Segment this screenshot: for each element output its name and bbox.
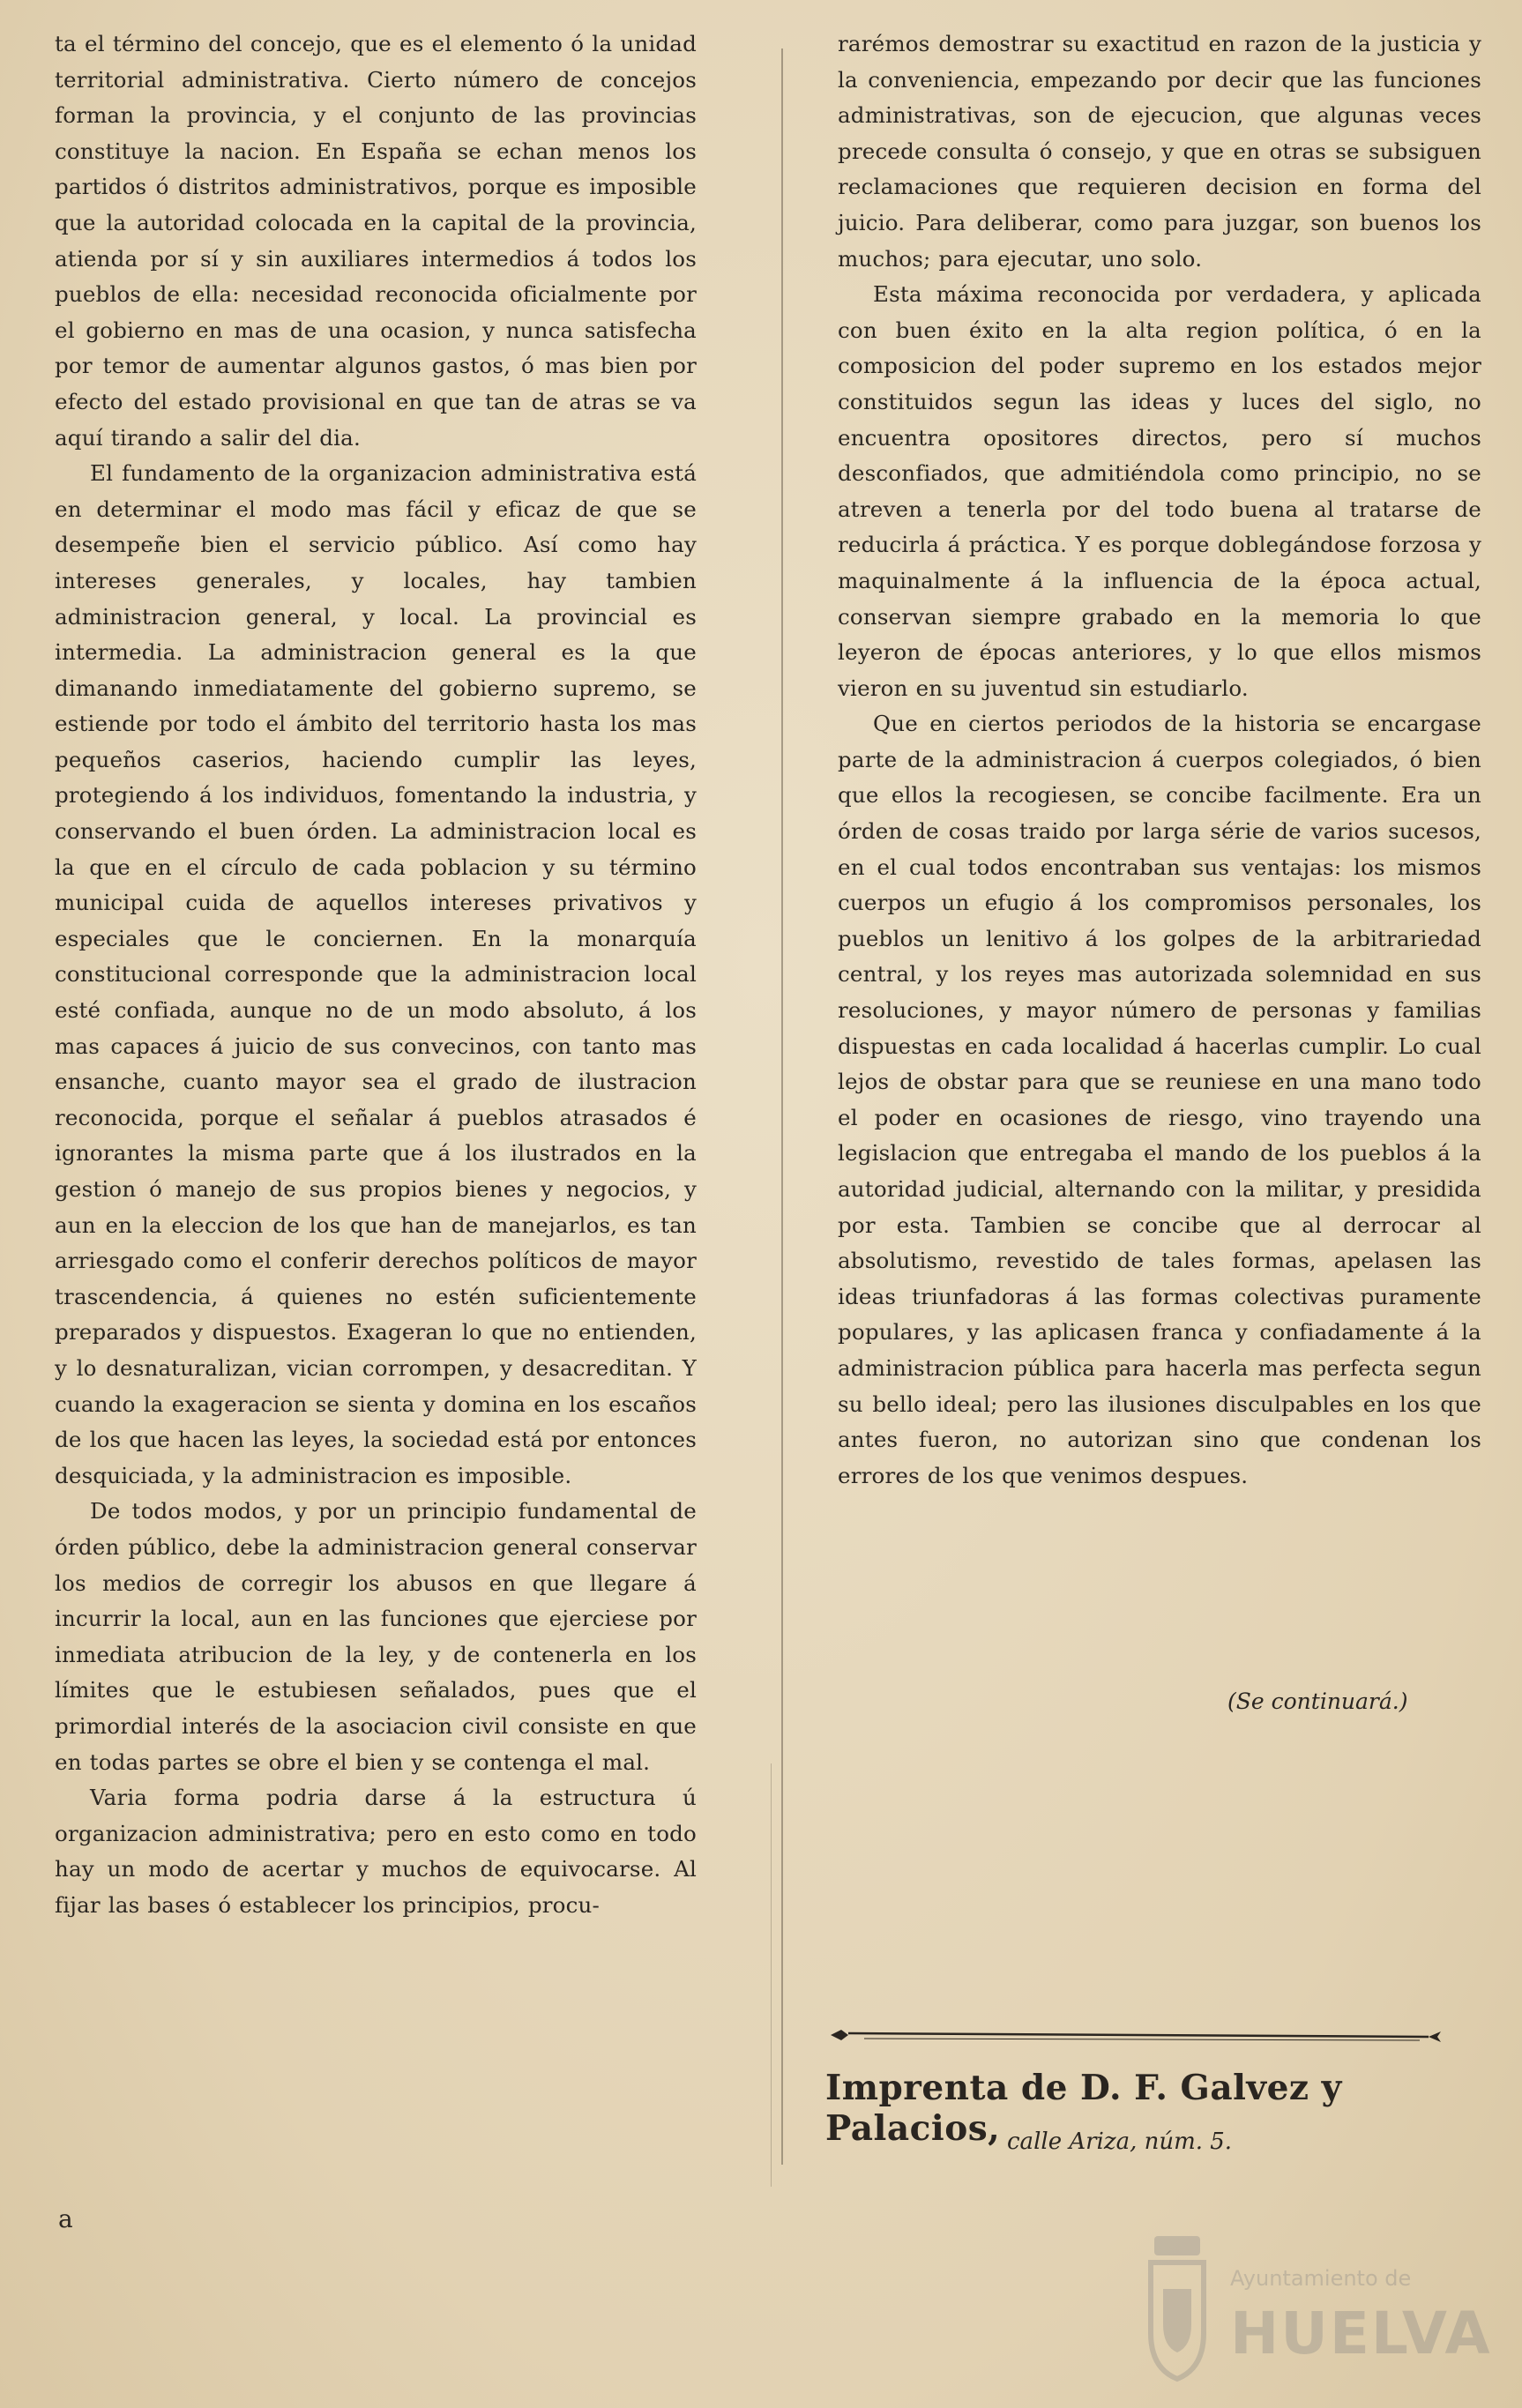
stray-mark: a <box>58 2204 73 2233</box>
watermark-line-1: Ayuntamiento de <box>1230 2266 1412 2291</box>
right-column <box>838 26 1481 1494</box>
to-be-continued-note: (Se continuará.) <box>1227 1689 1408 1714</box>
left-paragraph-2: El fundamento de la organizacion administrativa está en determinar el modo mas fácil y eficaz de que se desempeñe bien el servicio público. Así como hay intereses generales, y locales, hay tambien administracion general, y local. La provincial es intermedia. La administracion general es la que dimanando inmediatamente del gobierno supremo, se estiende por todo el ámbito del territorio hasta los mas pequeños caserios, haciendo cumplir las leyes, protegiendo á los individuos, fomentando la industria, y conservando el buen órden. La administracion local es la que en el círculo de cada poblacion y su término municipal cuida de aquellos intereses privativos y especiales que le conciernen. En la monarquía constitucional corresponde que la administracion local esté confiada, aunque no de un modo absoluto, á los mas capaces á juicio de sus convecinos, con tanto mas ensanche, cuanto mayor sea el grado de ilustracion reconocida, porque el señalar á pueblos atrasados é ignorantes la misma parte que á los ilustrados en la gestion ó manejo de sus propios bienes y negocios, y aun en la eleccion de los que han de manejarlos, es tan arriesgado como el conferir derechos políticos de mayor trascendencia, á quienes no estén suficientemente preparados y dispuestos. Exageran lo que no entienden, y lo desnaturalizan, vician corrompen, y desacreditan. Y cuando la exageracion se sienta y domina en los escaños de los que hacen las leyes, la sociedad está por entonces desquiciada, y la administracion es imposible. <box>55 460 697 1488</box>
watermark-line-2: HUELVA <box>1230 2300 1492 2367</box>
right-paragraph-2: Esta máxima reconocida por verdadera, y aplicada con buen éxito en la alta region política, ó en la composicion del poder supremo en los estados mejor constituidos segun las ideas y luces del siglo, no encuentra opositores directos, pero sí muchos desconfiados, que admitiéndola como principio, no se atreven a tenerla por del todo buena al tratarse de reducirla á práctica. Y es porque doblegándose forzosa y maquinalmente á la influencia de la época actual, conservan siempre grabado en la memoria lo que leyeron de épocas anteriores, y lo que ellos mismos vieron en su juventud sin estudiarlo. <box>838 281 1481 701</box>
left-paragraph-4: Varia forma podria darse á la estructura ú organizacion administrativa; pero en esto como en todo hay un modo de acertar y muchos de equivocarse. Al fijar las bases ó establecer los principios, procu- <box>55 1785 697 1918</box>
coat-of-arms-icon <box>1142 2227 1212 2386</box>
printer-address: calle Ariza, núm. 5. <box>1007 2128 1233 2155</box>
column-divider-lower <box>771 1763 772 2187</box>
left-paragraph-1: ta el término del concejo, que es el elemento ó la unidad territorial administrativa. Cierto número de concejos forman la provincia, y el conjunto de las provincias constituye la nacion. En España se echan menos los partidos ó distritos administrativos, porque es imposible que la autoridad colocada en la capital de la provincia, atienda por sí y sin auxiliares intermedios á todos los pueblos de ella: necesidad reconocida oficialmente por el gobierno en mas de una ocasion, y nunca satisfecha por temor de aumentar algunos gastos, ó mas bien por efecto del estado provisional en que tan de atras se va aquí tirando a salir del dia. <box>55 31 697 451</box>
archive-watermark <box>1133 2222 1503 2398</box>
column-divider <box>781 48 783 2165</box>
left-column <box>55 26 697 1923</box>
right-paragraph-1: rarémos demostrar su exactitud en razon de la justicia y la conveniencia, empezando por decir que las funciones administrativas, son de ejecucion, que algunas veces precede consulta ó consejo, y que en otras se subsiguen reclamaciones que requieren decision en forma del juicio. Para deliberar, como para juzgar, son buenos los muchos; para ejecutar, uno solo. <box>838 31 1481 272</box>
printer-imprint: Imprenta de D. F. Galvez y Palacios, <box>825 2068 1342 2149</box>
left-paragraph-3: De todos modos, y por un principio fundamental de órden público, debe la administracion general conservar los medios de corregir los abusos en que llegare á incurrir la local, aun en las funciones que ejerciese por inmediata atribucion de la ley, y de contenerla en los límites que le estubiesen señalados, pues que el primordial interés de la asociacion civil consiste en que en todas partes se obre el bien y se contenga el mal. <box>55 1498 697 1775</box>
ornamental-rule <box>829 2024 1446 2046</box>
right-paragraph-3: Que en ciertos periodos de la historia se encargase parte de la administracion á cuerpos colegiados, ó bien que ellos la recogiesen, se concibe facilmente. Era un órden de cosas traido por larga série de varios sucesos, en el cual todos encontraban sus ventajas: los mismos cuerpos un efugio á los compromisos personales, los pueblos un lenitivo á los golpes de la arbitrariedad central, y los reyes mas autorizada solemnidad en sus resoluciones, y mayor número de personas y familias dispuestas en cada localidad á hacerlas cumplir. Lo cual lejos de obstar para que se reuniese en una mano todo el poder en ocasiones de riesgo, vino trayendo una legislacion que entregaba el mando de los pueblos á la autoridad judicial, alternando con la militar, y presidida por esta. Tambien se concibe que al derrocar al absolutismo, revestido de tales formas, apelasen las ideas triunfadoras á las formas colectivas puramente populares, y las aplicasen franca y confiadamente á la administracion pública para hacerla mas perfecta segun su bello ideal; pero las ilusiones disculpables en los que antes fueron, no autorizan sino que condenan los errores de los que venimos despues. <box>838 711 1481 1488</box>
